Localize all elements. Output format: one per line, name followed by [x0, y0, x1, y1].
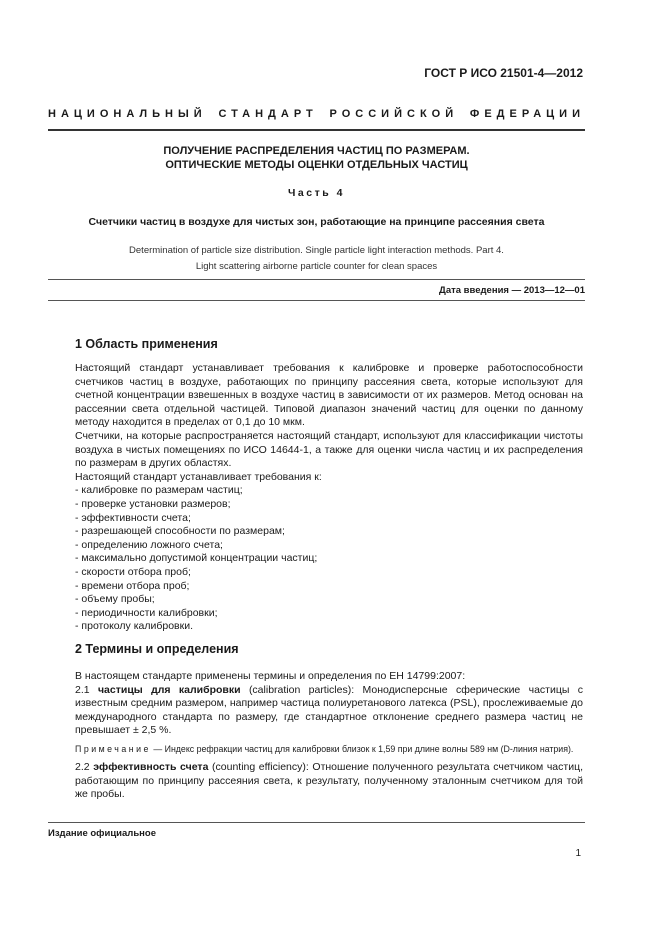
english-title-line-1: Determination of particle size distribution. Single particle light interaction methods. Part 4. [129, 245, 504, 256]
list-item: - калибровке по размерам частиц; [75, 484, 243, 497]
section-2-intro: В настоящем стандарте применены термины и определения по ЕН 14799:2007: [75, 670, 466, 682]
list-item: - максимально допустимой концентрации частиц; [75, 552, 318, 565]
section-2-heading: 2 Термины и определения [75, 642, 239, 656]
official-edition-label: Издание официальное [48, 828, 156, 839]
section-1-paragraph-2: Счетчики, на которые распространяется настоящий стандарт, используют для классификации чистоты воздуха в чистых помещениях по ИСО 14644-1, а также для оценки числа частиц и их распределения по размерам в других областях. [75, 429, 583, 470]
section-1-paragraph-1: Настоящий стандарт устанавливает требования к калибровке и проверке работоспособности счетчиков частиц в воздухе, работающих по принципу рассеяния света, которые используют для счетной концентрации взвешенных в воздухе частиц в зависимости от их размеров. Метод основан на рассеянии света отдельной частицей. Типовой диапазон значений частиц для оценки по данному методу находится в пределах от 0,1 до 10 мкм. [75, 362, 583, 429]
list-item: - эффективности счета; [75, 511, 191, 524]
note-text: — Индекс рефракции частиц для калибровки близок к 1,59 при длине волны 589 нм (D-линия натрия). [153, 743, 574, 754]
list-item: - определению ложного счета; [75, 538, 223, 551]
section-1-heading: 1 Область применения [75, 337, 218, 351]
list-item: - проверке установки размеров; [75, 497, 231, 510]
term-2-1 [75, 684, 583, 738]
effective-date: Дата введения — 2013—12—01 [439, 285, 585, 296]
page-number: 1 [575, 848, 581, 859]
term-2-1-name: частицы для калибровки [97, 683, 241, 696]
national-standard-banner: НАЦИОНАЛЬНЫЙ СТАНДАРТ РОССИЙСКОЙ ФЕДЕРАЦИИ [48, 108, 585, 120]
list-item: - разрешающей способности по размерам; [75, 525, 285, 538]
term-2-1-number: 2.1 [75, 683, 90, 696]
note-label: Примечание [75, 743, 151, 754]
note [75, 743, 583, 756]
term-2-2-name: эффективность счета [93, 760, 209, 773]
list-item: - протоколу калибровки. [75, 620, 193, 633]
document-title [48, 144, 585, 172]
list-item: - периодичности калибровки; [75, 606, 218, 619]
header-divider [48, 129, 585, 131]
title-line-2: ОПТИЧЕСКИЕ МЕТОДЫ ОЦЕНКИ ОТДЕЛЬНЫХ ЧАСТИЦ [165, 159, 468, 171]
term-2-1-definition: (calibration particles): Монодисперсные сферические частицы с известным средним размером, например частица полиуретанового латекса (PSL), прослеживаемые до международного стандарта по размеру, где стандартное отклонение среднего размера частиц не превышает ± 2,5 %. [75, 683, 583, 737]
divider-top [48, 279, 585, 280]
list-item: - объему пробы; [75, 593, 155, 606]
section-2-body [75, 670, 583, 802]
document-subtitle: Счетчики частиц в воздухе для чистых зон, работающие на принципе рассеяния света [88, 216, 545, 228]
section-1-paragraph-3: Настоящий стандарт устанавливает требования к: [75, 470, 322, 483]
english-title [48, 243, 585, 275]
list-item: - скорости отбора проб; [75, 565, 191, 578]
list-item: - времени отбора проб; [75, 579, 190, 592]
part-label: Часть 4 [288, 187, 345, 199]
title-line-1: ПОЛУЧЕНИЕ РАСПРЕДЕЛЕНИЯ ЧАСТИЦ ПО РАЗМЕРАМ. [163, 145, 470, 157]
term-2-2 [75, 761, 583, 802]
term-2-2-definition: (counting efficiency): Отношение полученного результата счетчиком частиц, работающим по принципу рассеяния света, к результату, полученному эталонным счетчиком для той же пробы. [75, 760, 583, 801]
standard-number: ГОСТ Р ИСО 21501-4—2012 [424, 66, 583, 80]
english-title-line-2: Light scattering airborne particle counter for clean spaces [195, 261, 438, 272]
footer-divider [48, 822, 585, 823]
divider-bottom [48, 300, 585, 301]
section-1-body [75, 362, 583, 634]
requirements-list [75, 484, 583, 634]
term-2-2-number: 2.2 [75, 760, 90, 773]
